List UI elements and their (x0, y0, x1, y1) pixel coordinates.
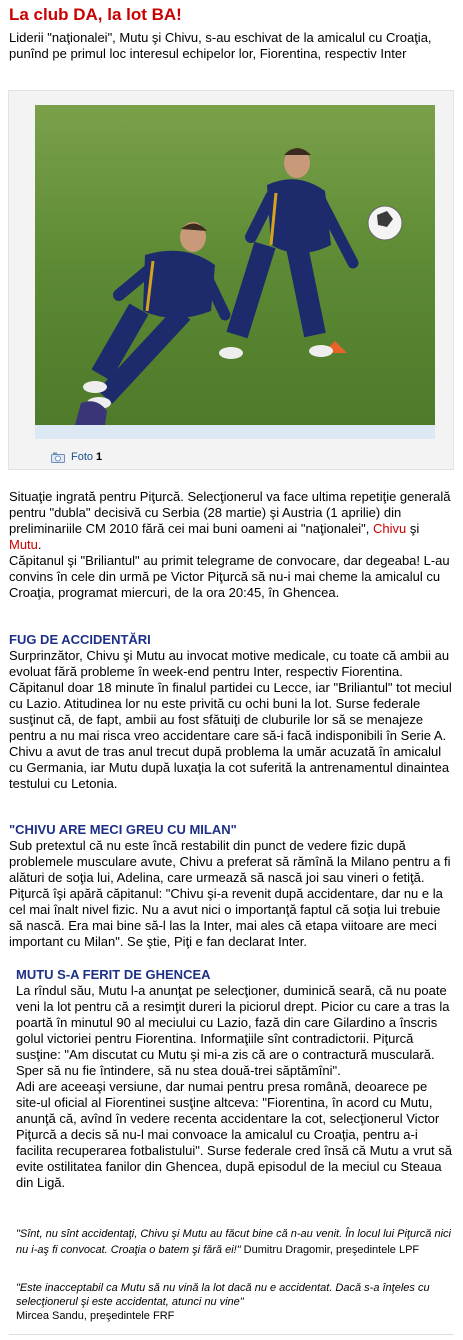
section-title-fug: FUG DE ACCIDENTĂRI (9, 632, 151, 647)
section-fug-text: Surprinzător, Chivu şi Mutu au invocat motive medicale, cu toate că ambii au evoluat fără probleme în week-end pentru Inter, respectiv Fiorentina. Căpitanul doar 18 minute în finalul partidei cu Lecce, iar "Briliantul" tot meciul cu Lazio. Atitudinea lor nu este privită cu ochi buni la lot. Surse federale susţinut că, de fapt, ambii au fost sfătuiţi de cluburile lor să se menajeze pentru a nu mai risca vreo accidentare care să-i facă indisponibili în Serie A. Chivu a avut de tras anul trecut după problema la umăr acuzată în amicalul cu Germania, iar Mutu după luxaţia la cot suferită la antrenamentul dinaintea testului cu Letonia. (9, 648, 452, 791)
intro-end: . (37, 537, 42, 552)
quote-dragomir (16, 1225, 454, 1257)
quote-sandu-text: "Este inacceptabil ca Mutu să nu vină la lot dacă nu e accidentat. Dacă s-a înţeles cu selecţionerul şi este accidentat, atunci nu vine" (16, 1282, 430, 1308)
quote-dragomir-author: Dumitru Dragomir, preşedintele LPF (240, 1244, 420, 1256)
foto-link[interactable] (51, 449, 102, 465)
section-chivu-text: Sub pretextul că nu este încă restabilit din punct de vedere fizic după problemele musculare avute, Chivu a preferat să rămînă la Milano pentru a fi alături de soţia lui, Adelina, care urmează să nască joi sau vineri o fetiţă. Piţurcă îşi apără căpitanul: "Chivu şi-a revenit după accidentare, dar nu e la cel mai înalt nivel fizic. Nu a avut nici o importanţă faptul că soţia lui trebuie să nască. Era mai bine să-l las la Inter, mai ales că etapa viitoare are meci important cu Milan". Se ştie, Piţi e fan declarat Inter. (9, 838, 451, 949)
foto-label: Foto (71, 451, 94, 463)
section-title-chivu: "CHIVU ARE MECI GREU CU MILAN" (9, 822, 237, 837)
section-title-mutu: MUTU S-A FERIT DE GHENCEA (16, 967, 211, 982)
intro-and: şi (406, 521, 420, 536)
article-headline: La club DA, la lot BA! (9, 5, 182, 24)
intro-block (9, 489, 454, 601)
article-lead: Liderii "naţionalei", Mutu şi Chivu, s-au eschivat de la amicalul cu Croaţia, punînd pe primul loc interesul echipelor lor, Fiorentina, respectiv Inter (9, 30, 432, 61)
training-photo[interactable] (35, 105, 435, 425)
photo-caption-bar (35, 425, 435, 439)
quote-dragomir-text: "Sînt, nu sînt accidentaţi, Chivu şi Mutu au făcut bine că n-au venit. În locul lui Piţurcă nici nu i-aş fi convocat. Croaţia o batem şi fără ei!" (16, 1228, 451, 1256)
quote-sandu-author: Mircea Sandu, preşedintele FRF (16, 1310, 175, 1322)
photo-gallery (8, 90, 454, 470)
intro-paragraph-1 (9, 489, 454, 553)
quote-sandu (16, 1281, 454, 1323)
foto-number: 1 (96, 451, 103, 463)
chivu-link[interactable]: Chivu (373, 521, 407, 536)
mutu-paragraph-2: Adi are aceeaşi versiune, dar numai pentru presa română, deoarece pe site-ul oficial al Fiorentinei susţine altceva: "Fiorentina, în acord cu Mutu, anunţă că, avînd în vedere recenta accidentare la cot, selecţionerul Victor Piţurcă a decis să nu-l mai convoace la amicalul cu Croaţia, pentru a-i facilita recuperarea fotbalistului". Surse federale cred însă că Mutu a vrut să evite ostilitatea fanilor din Ghencea, după episodul de la meciul cu Steaua din Ligă. (16, 1079, 453, 1190)
intro-text: Situaţie ingrată pentru Piţurcă. Selecţionerul va face ultima repetiţie generală pentru "dubla" decisivă cu Serbia (28 martie) şi Austria (1 aprilie) din preliminariile CM 2010 fără cei mai buni oameni ai "naţionalei", (9, 489, 451, 536)
bottom-divider (9, 1334, 454, 1335)
camera-icon (51, 452, 65, 463)
intro-paragraph-2: Căpitanul şi "Briliantul" au primit telegrame de convocare, dar degeaba! L-au convins în cele din urmă pe Victor Piţurcă să nu-i mai cheme la amicalul cu Croaţia, programat miercuri, de la ora 20:45, în Ghencea. (9, 553, 450, 600)
mutu-link[interactable]: Mutu (9, 537, 38, 552)
mutu-paragraph-1: La rîndul său, Mutu l-a anunţat pe selecţioner, duminică seară, că nu poate veni la lot pentru că a resimţit dureri la piciorul drept. Picior cu care a tras la poartă în minutul 90 al meciului cu Lazio, fază din care Gilardino a înscris golul victoriei pentru Fiorentina. Informaţiile sînt contradictorii. Piţurcă susţine: "Am discutat cu Mutu şi mi-a zis că are o contractură musculară. Sper să nu fie întindere, să nu stea două-trei săptămîni". (16, 983, 450, 1078)
section-mutu-text (16, 983, 454, 1191)
